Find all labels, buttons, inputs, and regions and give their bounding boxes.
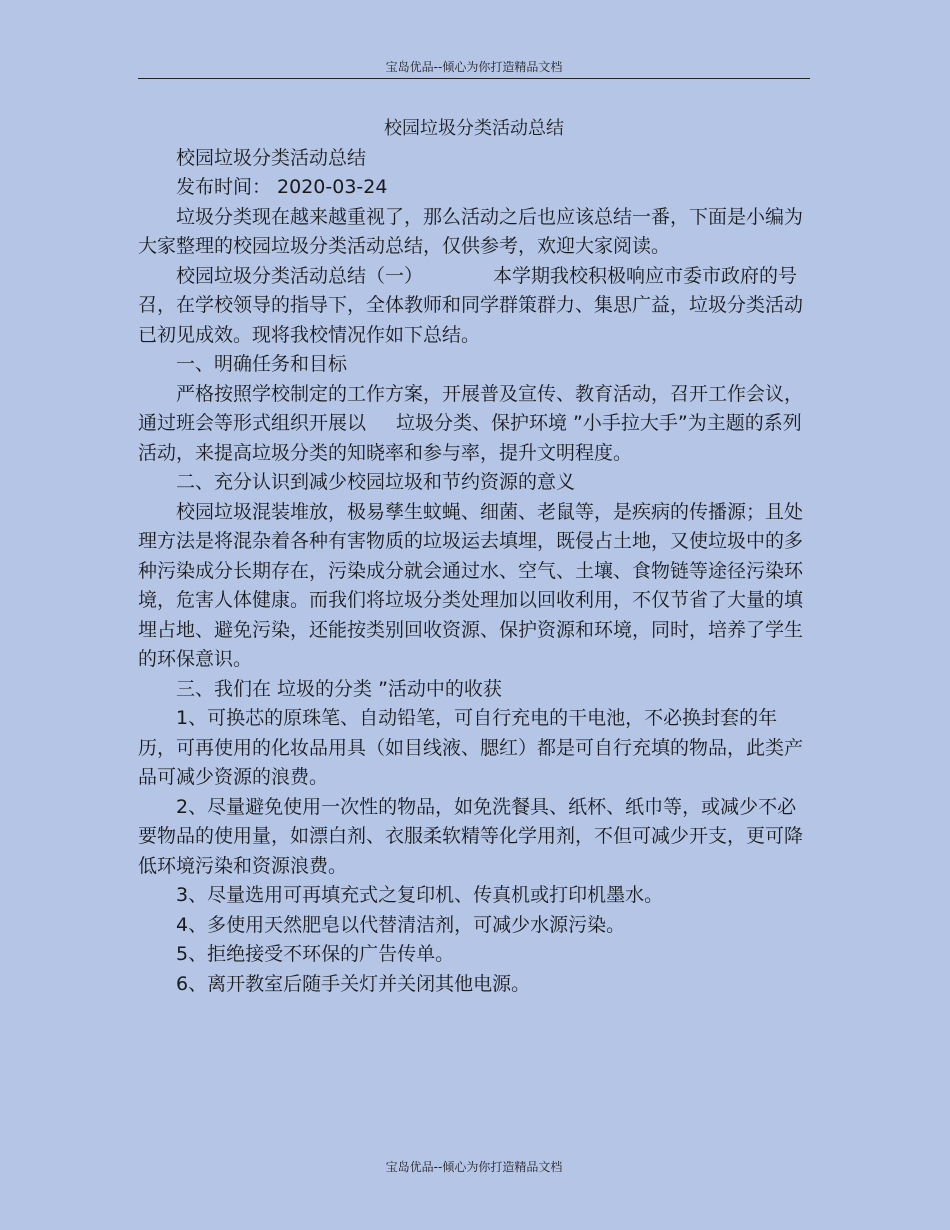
section1-title: 一、明确任务和目标 xyxy=(176,353,348,375)
page-header: 宝岛优品--倾心为你打造精品文档 xyxy=(385,60,563,74)
part1-paragraph xyxy=(138,262,810,351)
part1-text: 本学期我校积极响应市委市政府的号召，在学校领导的指导下，全体教师和同学群策群力、集思广益，垃圾分类活动已初见成效。现将我校情况作如下总结。 xyxy=(138,264,804,346)
list-item: 2、尽量避免使用一次性的物品，如免洗餐具、纸杯、纸巾等，或减少不必要物品的使用量，如漂白剂、衣服柔软精等化学用剂，不但可减少开支，更可降低环境污染和资源浪费。 xyxy=(138,795,804,877)
list-item: 6、离开教室后随手关灯并关闭其他电源。 xyxy=(176,972,531,995)
section1-text-a: 严格按照学校制定的工作方案，开展普及宣传、教育活动，召开工作会议，通过班会等形式组织开展以 xyxy=(138,382,804,434)
list-item: 1、可换芯的原珠笔、自动铅笔，可自行充电的干电池，不必换封套的年历，可再使用的化妆品用具（如目线液、腮红）都是可自行充填的物品，此类产品可减少资源的浪费。 xyxy=(138,707,804,788)
list-item: 4、多使用天然肥皂以代替清洁剂，可减少水源污染。 xyxy=(176,913,626,936)
section3-title: 三、我们在 垃圾的分类 ”活动中的收获 xyxy=(176,677,502,700)
section1-text-b: 垃圾分类、保护环境 ”小手拉大手”为主题的系列活动，来提高垃圾分类的知晓率和参与率，提升文明程度。 xyxy=(138,412,802,464)
document-title: 校园垃圾分类活动总结 xyxy=(384,118,564,139)
section2-paragraph: 校园垃圾混装堆放，极易孳生蚊蝇、细菌、老鼠等，是疾病的传播源；且处理方法是将混杂着各种有害物质的垃圾运去填埋，既侵占土地，又使垃圾中的多种污染成分长期存在，污染成分就会通过水、空气、土壤、食物链等途径污染环境，危害人体健康。而我们将垃圾分类处理加以回收利用，不仅节省了大量的填埋占地、避免污染，还能按类别回收资源、保护资源和环境，同时，培养了学生的环保意识。 xyxy=(138,500,804,670)
list-item: 3、尽量选用可再填充式之复印机、传真机或打印机墨水。 xyxy=(176,884,664,906)
section2-title: 二、充分认识到减少校园垃圾和节约资源的意义 xyxy=(176,471,576,493)
page-footer: 宝岛优品--倾心为你打造精品文档 xyxy=(385,1160,563,1174)
document-subtitle: 校园垃圾分类活动总结 xyxy=(176,146,367,169)
list-item: 5、拒绝接受不环保的广告传单。 xyxy=(176,943,455,965)
header-rule xyxy=(138,78,810,79)
document-body xyxy=(138,114,810,999)
part1-heading: 校园垃圾分类活动总结（一） xyxy=(176,264,424,287)
section1-paragraph xyxy=(138,380,810,469)
publish-date: 发布时间： 2020-03-24 xyxy=(176,176,388,198)
intro-paragraph: 垃圾分类现在越来越重视了，那么活动之后也应该总结一番，下面是小编为大家整理的校园垃圾分类活动总结，仅供参考，欢迎大家阅读。 xyxy=(138,205,804,257)
